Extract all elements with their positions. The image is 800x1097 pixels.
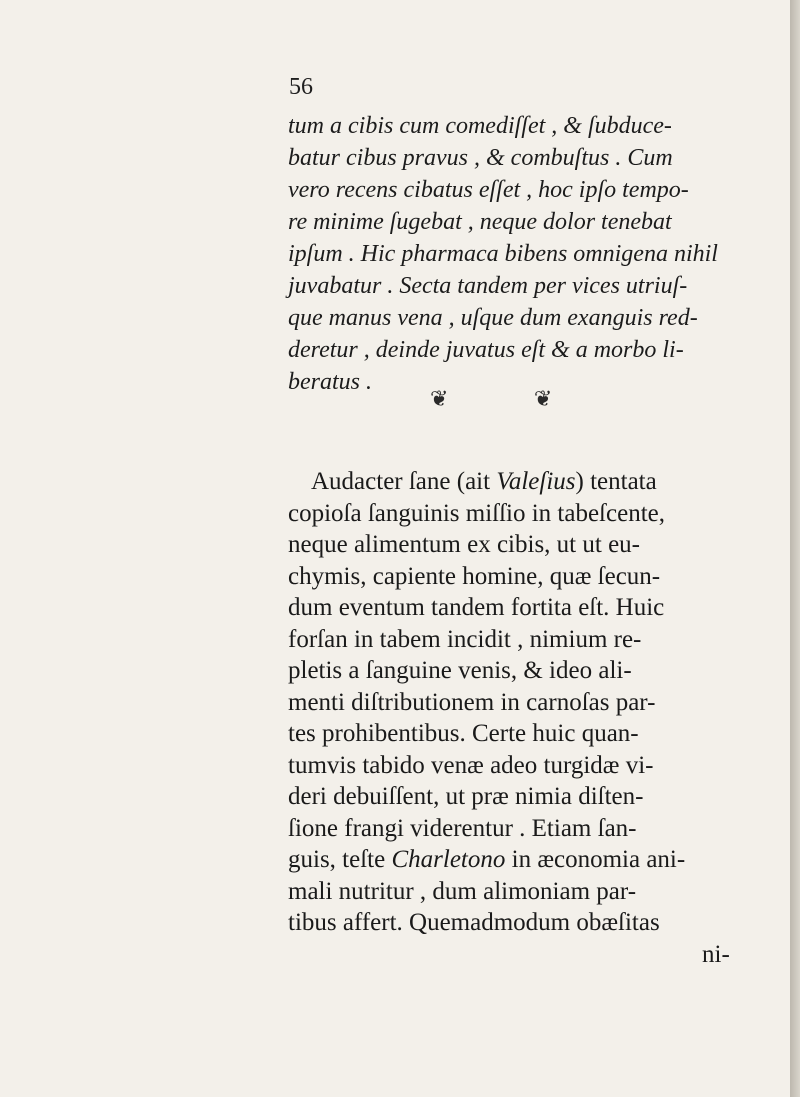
- page-number: 56: [289, 74, 313, 100]
- text-line: tes prohibentibus. Certe huic quan-: [288, 720, 639, 747]
- ornament-icon: ❦ ❦: [430, 386, 593, 411]
- text-line: mali nutritur , dum alimoniam par-: [288, 877, 637, 905]
- text-line: dum eventum tandem fortita eſt. Huic: [288, 594, 665, 621]
- italic-paragraph: [288, 110, 758, 398]
- text-line: neque alimentum ex cibis, ut ut eu-: [288, 531, 640, 558]
- text-line: tum a cibis cum comediſſet , & ſubduce-: [288, 113, 672, 139]
- text-line: copioſa ſanguinis miſſio in tabeſcente,: [288, 499, 665, 527]
- text-line: que manus vena , uſque dum exanguis red-: [288, 305, 698, 331]
- text-line: tumvis tabido venæ adeo turgidæ vi-: [288, 751, 654, 779]
- text-line: batur cibus pravus , & combuſtus . Cum: [288, 145, 673, 171]
- text-line: ſione frangi viderentur . Etiam ſan-: [288, 814, 637, 842]
- text-line: re minime ſugebat , neque dolor tenebat: [288, 209, 672, 235]
- text-line: forſan in tabem incidit , nimium re-: [288, 625, 642, 653]
- text-line: Audacter ſane (ait Valeſius) tentata: [311, 468, 657, 495]
- text-line: deri debuiſſent, ut præ nimia diſten-: [288, 783, 644, 810]
- catchword: ni-: [702, 940, 730, 968]
- text-line: beratus .: [288, 369, 372, 395]
- text-line: deretur , deinde juvatus eſt & a morbo li-: [288, 337, 684, 363]
- text-line: vero recens cibatus eſſet , hoc ipſo tempo-: [288, 177, 689, 203]
- text-line: pletis a ſanguine venis, & ideo ali-: [288, 657, 632, 684]
- text-line: menti diſtributionem in carnoſas par-: [288, 688, 656, 716]
- roman-paragraph: [288, 466, 763, 970]
- page-edge: [790, 0, 800, 1097]
- text-line: chymis, capiente homine, quæ ſecun-: [288, 562, 661, 590]
- text-line: ipſum . Hic pharmaca bibens omnigena nihil: [288, 241, 718, 267]
- text-line: tibus affert. Quemadmodum obæſitas: [288, 909, 660, 936]
- text-line: guis, teſte Charletono in æconomia ani-: [288, 846, 686, 873]
- text-line: juvabatur . Secta tandem per vices utriuſ-: [288, 273, 688, 299]
